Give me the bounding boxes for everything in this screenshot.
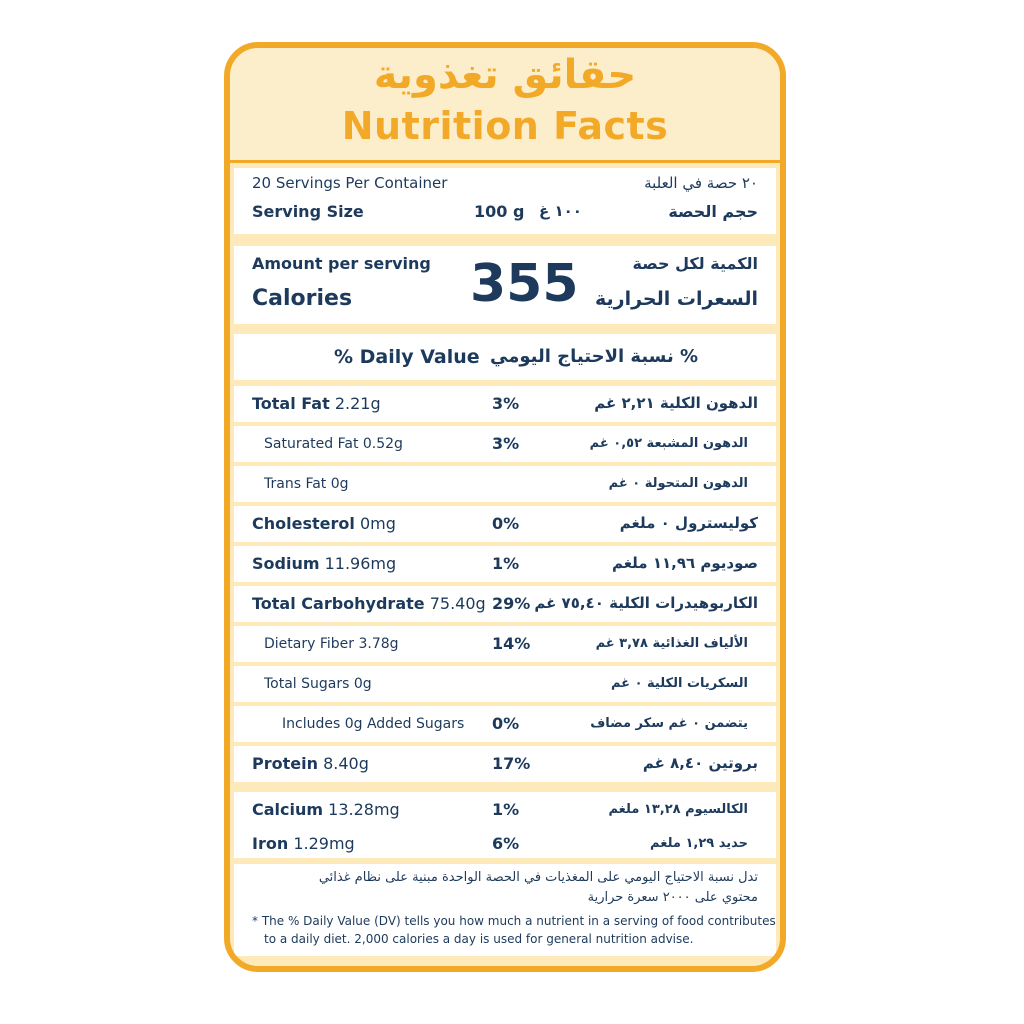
nutrient-name: Protein 8.40g bbox=[252, 754, 369, 773]
nutrient-name-ar: الدهون الكلية ٢,٢١ غم bbox=[594, 394, 758, 412]
mineral-row-calcium bbox=[234, 792, 776, 826]
label-header bbox=[230, 48, 780, 163]
serving-size-value-ar: ١٠٠ غ bbox=[539, 202, 582, 220]
mineral-name: Iron 1.29mg bbox=[252, 834, 355, 853]
nutrient-name-ar: صوديوم ١١,٩٦ ملغم bbox=[611, 554, 758, 572]
nutrient-name: Sodium 11.96mg bbox=[252, 554, 397, 573]
nutrient-pct: 14% bbox=[492, 634, 531, 653]
nutrient-name-ar: الدهون المتحولة ٠ غم bbox=[608, 476, 748, 491]
daily-value-label: % Daily Value bbox=[334, 346, 480, 368]
footnote-ar-line2: محتوي على ٢٠٠٠ سعرة حرارية bbox=[587, 890, 758, 905]
nutrient-name-ar: الألياف الغذائية ٣,٧٨ غم bbox=[595, 636, 748, 651]
calories-value: 355 bbox=[470, 254, 579, 314]
nutrient-pct: 3% bbox=[492, 394, 520, 413]
nutrient-pct: 3% bbox=[492, 434, 520, 453]
calories-block bbox=[234, 246, 776, 324]
nutrient-pct: 0% bbox=[492, 714, 520, 733]
nutrient-name: Saturated Fat 0.52g bbox=[264, 436, 403, 452]
nutrient-name: Cholesterol 0mg bbox=[252, 514, 396, 533]
nutrient-name-ar: بروتين ٨,٤٠ غم bbox=[642, 754, 758, 772]
nutrient-row-trans-fat bbox=[234, 466, 776, 502]
nutrient-name: Includes 0g Added Sugars bbox=[282, 716, 465, 732]
nutrient-row-dietary-fiber bbox=[234, 626, 776, 662]
title-arabic: حقائق تغذوية bbox=[373, 52, 637, 98]
footnote-en-line2: to a daily diet. 2,000 calories a day is used for general nutrition advise. bbox=[264, 932, 694, 946]
footnote-ar-line1: تدل نسبة الاحتياج اليومي على المغذيات في الحصة الواحدة مبنية على نظام غذائي bbox=[318, 870, 758, 885]
nutrient-row-cholesterol bbox=[234, 506, 776, 542]
nutrient-row-sodium bbox=[234, 546, 776, 582]
serving-size-label-ar: حجم الحصة bbox=[668, 202, 758, 221]
servings-block bbox=[234, 168, 776, 234]
daily-value-header bbox=[234, 334, 776, 380]
nutrient-name: Trans Fat 0g bbox=[264, 476, 349, 492]
title-english: Nutrition Facts bbox=[341, 104, 669, 148]
nutrient-row-total-sugars bbox=[234, 666, 776, 702]
nutrient-pct: 1% bbox=[492, 554, 520, 573]
nutrient-name-ar: الدهون المشبعة ٠,٥٢ غم bbox=[589, 436, 748, 451]
nutrient-name: Total Fat 2.21g bbox=[252, 394, 381, 413]
nutrient-pct: 17% bbox=[492, 754, 531, 773]
nutrient-name-ar: السكريات الكلية ٠ غم bbox=[610, 676, 748, 691]
daily-value-label-ar: % نسبة الاحتياج اليومي bbox=[490, 346, 699, 367]
nutrient-name-ar: كوليسترول ٠ ملغم bbox=[619, 514, 758, 532]
mineral-row-iron bbox=[234, 826, 776, 858]
nutrient-name: Total Sugars 0g bbox=[264, 676, 372, 692]
footnote-block bbox=[234, 864, 776, 956]
mineral-pct: 1% bbox=[492, 800, 520, 819]
footnote-en-line1: * The % Daily Value (DV) tells you how much a nutrient in a serving of food contributes bbox=[252, 914, 776, 928]
calories-label: Calories bbox=[252, 286, 353, 311]
servings-per-container-ar: ٢٠ حصة في العلبة bbox=[644, 174, 758, 192]
nutrient-name: Total Carbohydrate 75.40g bbox=[252, 594, 486, 613]
amount-per-serving: Amount per serving bbox=[252, 254, 431, 273]
serving-size-label: Serving Size bbox=[252, 202, 364, 221]
nutrient-name-ar: الكاربوهيدرات الكلية ٧٥,٤٠ غم bbox=[534, 594, 758, 612]
servings-per-container: 20 Servings Per Container bbox=[252, 174, 448, 192]
nutrition-label bbox=[224, 42, 786, 972]
calories-label-ar: السعرات الحرارية bbox=[594, 288, 758, 310]
nutrient-name-ar: يتضمن ٠ غم سكر مضاف bbox=[590, 716, 748, 731]
mineral-name-ar: الكالسيوم ١٣,٢٨ ملغم bbox=[608, 802, 748, 817]
mineral-name-ar: حديد ١,٢٩ ملغم bbox=[650, 836, 748, 851]
nutrient-row-total-fat bbox=[234, 386, 776, 422]
nutrient-pct: 0% bbox=[492, 514, 520, 533]
nutrient-row-added-sugars bbox=[234, 706, 776, 742]
serving-size-value: 100 g bbox=[474, 202, 525, 221]
nutrient-row-total-carbohydrate bbox=[234, 586, 776, 622]
amount-per-serving-ar: الكمية لكل حصة bbox=[632, 254, 758, 273]
mineral-pct: 6% bbox=[492, 834, 520, 853]
mineral-name: Calcium 13.28mg bbox=[252, 800, 400, 819]
nutrient-pct: 29% bbox=[492, 594, 531, 613]
nutrient-row-saturated-fat bbox=[234, 426, 776, 462]
nutrient-row-protein bbox=[234, 746, 776, 782]
nutrient-name: Dietary Fiber 3.78g bbox=[264, 636, 399, 652]
